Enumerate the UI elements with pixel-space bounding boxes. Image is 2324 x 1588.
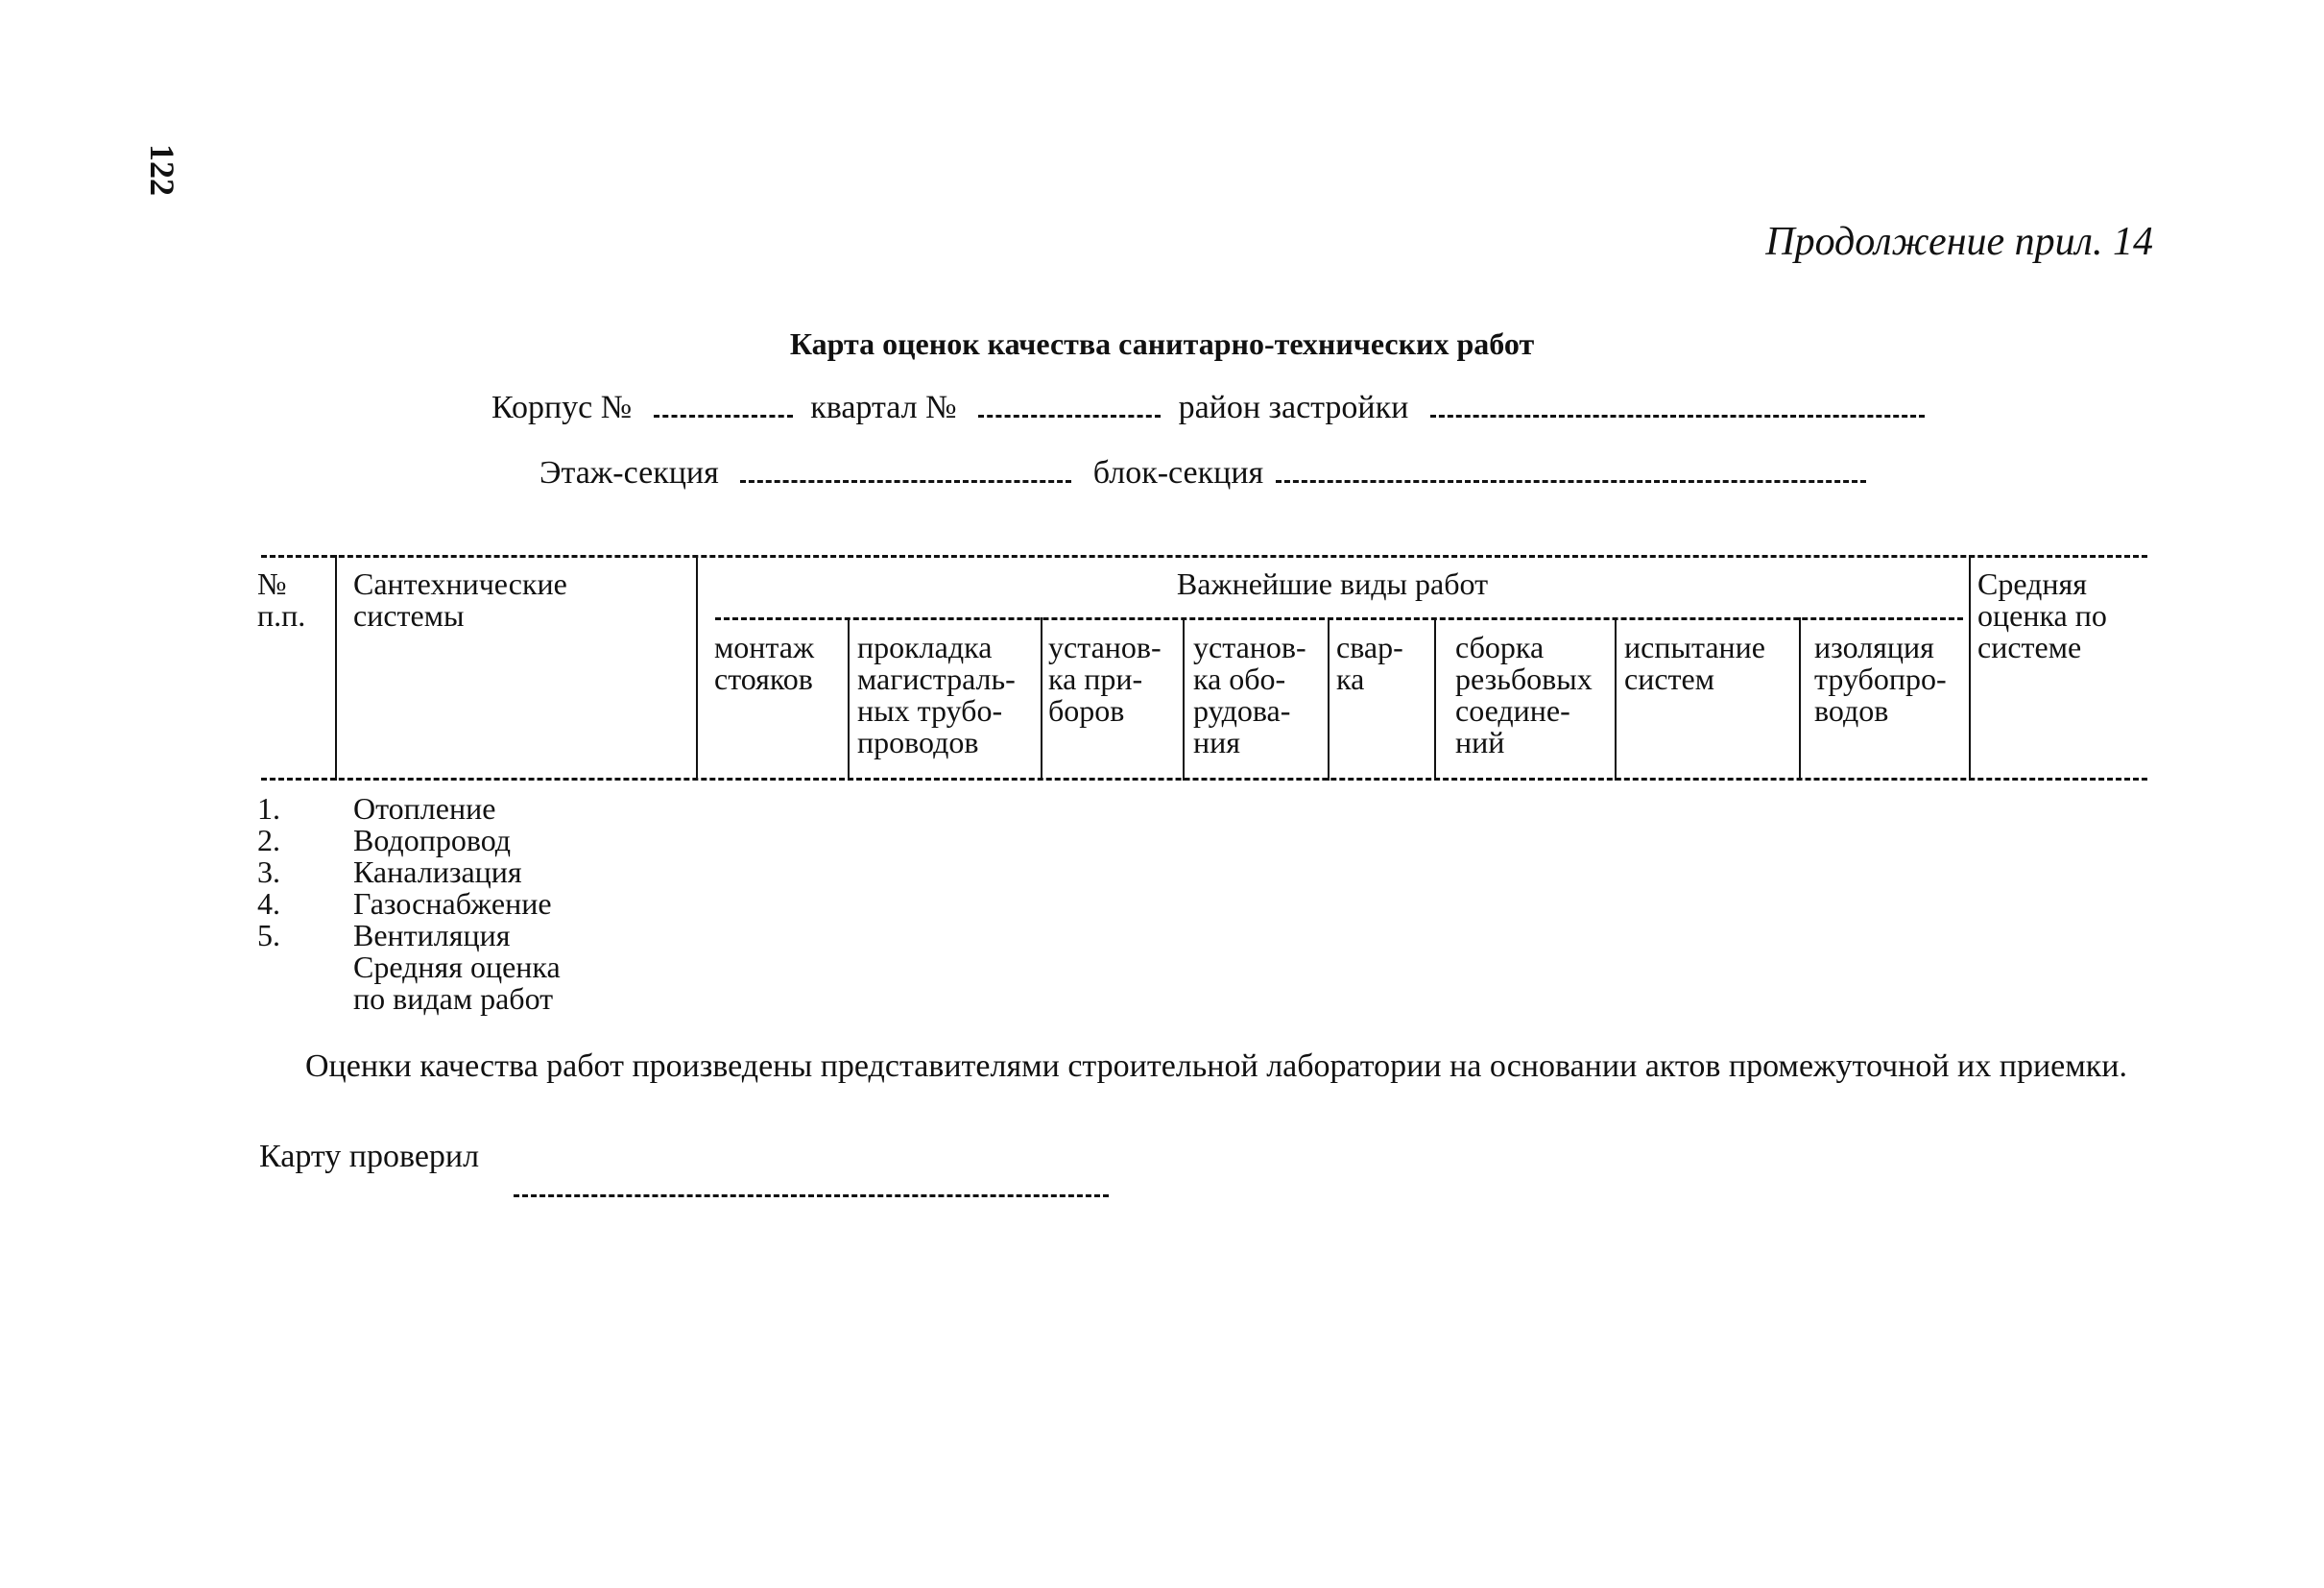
table-row: 5. Вентиляция <box>257 918 511 952</box>
subheader-montazh: монтаж стояков <box>714 630 815 696</box>
blok-label: блок-секция <box>1092 455 1264 491</box>
blok-blank[interactable] <box>1276 451 1866 483</box>
table-row: Средняя оценка <box>353 950 561 984</box>
table-row: 1. Отопление <box>257 791 496 826</box>
sub-divider-4 <box>1328 617 1330 781</box>
checked-signature-line[interactable] <box>514 1194 1109 1197</box>
quality-note: Оценки качества работ произведены представителями строительной лаборатории на основании актов промежуточной их приемки. <box>305 1048 2127 1084</box>
sub-divider-7 <box>1799 617 1801 781</box>
header-systems: Сантехнические системы <box>353 566 567 633</box>
sub-divider-3 <box>1183 617 1185 781</box>
sub-divider-2 <box>1041 617 1042 781</box>
subheader-sborka: сборка резьбовых соедине- ний <box>1455 630 1593 759</box>
table-row: по видам работ <box>353 981 554 1016</box>
fields-row-2 <box>539 451 1866 492</box>
header-avg: Средняя оценка по системе <box>1977 566 2107 664</box>
table-row: 4. Газоснабжение <box>257 886 552 921</box>
fields-row-1 <box>491 386 1925 426</box>
etazh-blank[interactable] <box>740 451 1071 483</box>
subheader-ustanovka-priborov: установ- ка при- боров <box>1048 630 1162 728</box>
sub-divider-1 <box>848 617 850 781</box>
subheader-prokladka: прокладка магистраль- ных трубо- проводов <box>857 630 1016 759</box>
sub-divider-5 <box>1434 617 1436 781</box>
header-bottom-line <box>261 778 2147 781</box>
checked-label: Карту проверил <box>259 1139 480 1174</box>
subheader-line <box>715 617 1963 620</box>
table-row: 2. Водопровод <box>257 823 512 857</box>
raion-label: район застройки <box>1178 390 1409 425</box>
table-body <box>257 793 561 1015</box>
table-top-line <box>261 555 2147 558</box>
kvartal-blank[interactable] <box>978 386 1161 418</box>
table-row: 3. Канализация <box>257 854 522 889</box>
subheader-svarka: свар- ка <box>1336 630 1403 696</box>
continuation-heading: Продолжение прил. 14 <box>1765 220 2153 264</box>
subheader-izolyaciya: изоляция трубопро- водов <box>1814 630 1947 728</box>
col-divider-avg <box>1969 555 1971 781</box>
header-works-group: Важнейшие виды работ <box>1176 566 1489 601</box>
col-divider-1 <box>335 555 337 781</box>
raion-blank[interactable] <box>1430 386 1925 418</box>
korpus-label: Корпус № <box>491 390 633 425</box>
header-num: № п.п. <box>257 566 306 633</box>
document-title: Карта оценок качества санитарно-технических работ <box>789 326 1535 361</box>
page-number: 122 <box>143 144 181 196</box>
etazh-label: Этаж-секция <box>539 455 719 491</box>
subheader-ispytanie: испытание систем <box>1624 630 1765 696</box>
sub-divider-6 <box>1615 617 1617 781</box>
korpus-blank[interactable] <box>654 386 793 418</box>
kvartal-label: квартал № <box>810 390 957 425</box>
subheader-ustanovka-oborudovaniya: установ- ка обо- рудова- ния <box>1193 630 1306 759</box>
